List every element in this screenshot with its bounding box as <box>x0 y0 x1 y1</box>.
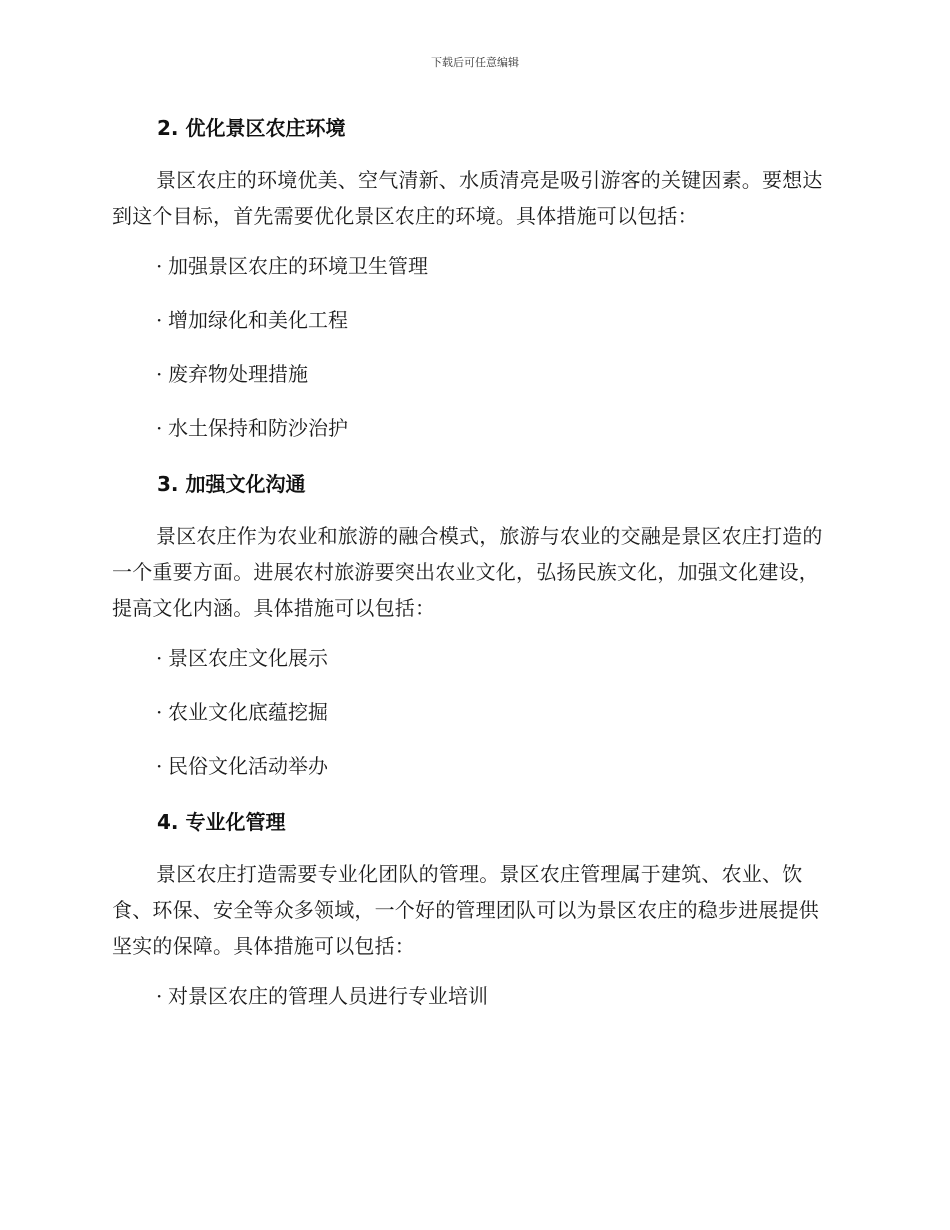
section-paragraph: 景区农庄作为农业和旅游的融合模式，旅游与农业的交融是景区农庄打造的一个重要方面。进展农村旅游要突出农业文化，弘扬民族文化，加强文化建设，提高文化内涵。具体措施可以包括： <box>112 524 823 620</box>
bullet-marker: · <box>156 254 163 278</box>
bullet-item <box>156 356 834 392</box>
bullet-item <box>156 410 834 446</box>
bullet-text: 景区农庄文化展示 <box>168 646 328 670</box>
bullet-marker: · <box>156 362 163 386</box>
section-title: 4. 专业化管理 <box>157 810 286 834</box>
bullet-marker: · <box>156 984 163 1008</box>
bullet-text: 对景区农庄的管理人员进行专业培训 <box>168 984 488 1008</box>
page-header: 下载后可任意编辑 <box>431 56 519 69</box>
bullet-text: 加强景区农庄的环境卫生管理 <box>168 254 428 278</box>
bullet-marker: · <box>156 416 163 440</box>
bullet-text: 增加绿化和美化工程 <box>168 308 348 332</box>
bullet-text: 民俗文化活动举办 <box>168 754 328 778</box>
bullet-item <box>156 640 834 676</box>
bullet-marker: · <box>156 700 163 724</box>
bullet-marker: · <box>156 646 163 670</box>
bullet-item <box>156 694 834 730</box>
document-body <box>112 108 834 1032</box>
bullet-item <box>156 748 834 784</box>
bullet-text: 废弃物处理措施 <box>168 362 308 386</box>
section-title: 2. 优化景区农庄环境 <box>157 116 346 140</box>
bullet-item <box>156 978 834 1014</box>
bullet-text: 水土保持和防沙治护 <box>168 416 348 440</box>
section-paragraph: 景区农庄打造需要专业化团队的管理。景区农庄管理属于建筑、农业、饮食、环保、安全等众多领域，一个好的管理团队可以为景区农庄的稳步进展提供坚实的保障。具体措施可以包括： <box>112 862 819 958</box>
section-title: 3. 加强文化沟通 <box>157 472 306 496</box>
bullet-text: 农业文化底蕴挖掘 <box>168 700 328 724</box>
section-paragraph: 景区农庄的环境优美、空气清新、水质清亮是吸引游客的关键因素。要想达到这个目标，首先需要优化景区农庄的环境。具体措施可以包括： <box>112 168 823 228</box>
bullet-item <box>156 302 834 338</box>
bullet-marker: · <box>156 754 163 778</box>
bullet-item <box>156 248 834 284</box>
bullet-marker: · <box>156 308 163 332</box>
